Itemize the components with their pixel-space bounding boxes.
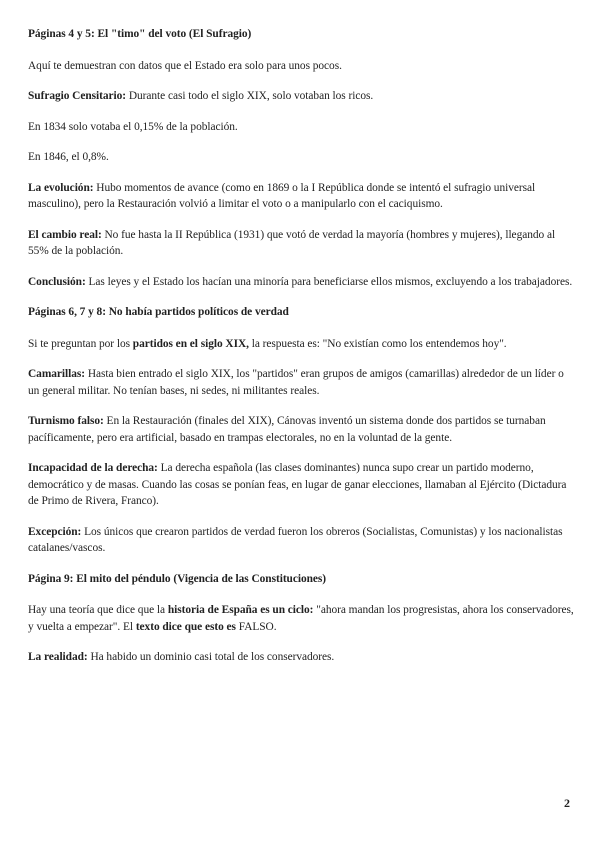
bold-text-run: texto dice que esto es [135, 620, 236, 633]
bold-text-run: Camarillas: [28, 368, 86, 380]
text-run: FALSO. [235, 620, 277, 633]
bold-text-run: La evolución: [28, 181, 94, 194]
text-run: Los únicos que crearon partidos de verdad fueron los obreros (Socialistas, Comunistas) y los nacionalistas catalanes/vascos. [28, 525, 563, 554]
text-run: En 1834 solo votaba el 0,15% de la población. [28, 120, 238, 133]
bold-text-run: Incapacidad de la derecha: [28, 462, 158, 474]
text-run: En 1846, el 0,8%. [28, 151, 109, 163]
document-body [28, 26, 576, 680]
bold-text-run: Sufragio Censitario: [28, 90, 127, 102]
text-run: En la Restauración (finales del XIX), Cánovas inventó un sistema donde dos partidos se turnaban pacíficamente, pero era artificial, basado en trampas electorales, no en la voluntad de la gente. [28, 415, 546, 444]
paragraph [28, 649, 576, 666]
paragraph [28, 524, 576, 557]
page-number: 2 [564, 796, 570, 810]
section-heading-pendulo: Página 9: El mito del péndulo (Vigencia de las Constituciones) [28, 572, 327, 585]
text-run: Si te preguntan por los [28, 337, 133, 350]
text-run: "ahora mandan los progresistas, ahora los conservadores, y vuelta a empezar". El [28, 604, 574, 633]
paragraph [28, 88, 576, 105]
paragraph [28, 149, 576, 166]
paragraph [28, 274, 576, 291]
paragraph [28, 366, 576, 399]
paragraph [28, 180, 576, 213]
paragraph [28, 119, 576, 136]
bold-text-run: La realidad: [28, 651, 88, 663]
text-run: Hasta bien entrado el siglo XIX, los "partidos" eran grupos de amigos (camarillas) alrededor de un líder o un general militar. No tenían bases, ni sedes, ni militantes reales. [28, 368, 564, 397]
paragraph [28, 336, 576, 353]
text-run: La derecha española (las clases dominantes) nunca supo crear un partido moderno, democrático y de masas. Cuando las cosas se ponían feas, en lugar de ganar elecciones, llamaban al Ejército (Dictadura de Primo de Rivera, Franco). [28, 462, 567, 507]
paragraph [28, 460, 576, 510]
section-heading-partidos: Páginas 6, 7 y 8: No había partidos políticos de verdad [28, 306, 289, 318]
paragraph [28, 227, 576, 260]
bold-text-run: historia de España es un ciclo: [167, 604, 314, 616]
text-run: Aquí te demuestran con datos que el Estado era solo para unos pocos. [28, 59, 342, 72]
bold-text-run: Excepción: [28, 525, 82, 538]
text-run: Hay una teoría que dice que la [28, 604, 168, 616]
bold-text-run: Conclusión: [28, 275, 86, 288]
text-run: la respuesta es: "No existían como los entendemos hoy". [248, 337, 507, 350]
section-heading-sufragio: Páginas 4 y 5: El "timo" del voto (El Sufragio) [28, 28, 252, 40]
bold-text-run: El cambio real: [28, 228, 102, 241]
paragraph [28, 413, 576, 446]
paragraph [28, 602, 576, 635]
bold-text-run: Turnismo falso: [28, 415, 104, 427]
text-run: Las leyes y el Estado los hacían una minoría para beneficiarse ellos mismos, excluyendo a los trabajadores. [85, 275, 573, 288]
text-run: No fue hasta la II República (1931) que votó de verdad la mayoría (hombres y mujeres), llegando al 55% de la población. [28, 228, 556, 257]
paragraph [28, 58, 576, 75]
text-run: Hubo momentos de avance (como en 1869 o la I República donde se intentó el sufragio universal masculino), pero la Restauración volvió a limitar el voto o a manipularlo con el caciquismo. [28, 181, 536, 210]
bold-text-run: partidos en el siglo XIX, [132, 337, 249, 350]
text-run: Durante casi todo el siglo XIX, solo votaban los ricos. [126, 90, 374, 102]
text-run: Ha habido un dominio casi total de los conservadores. [87, 651, 335, 663]
